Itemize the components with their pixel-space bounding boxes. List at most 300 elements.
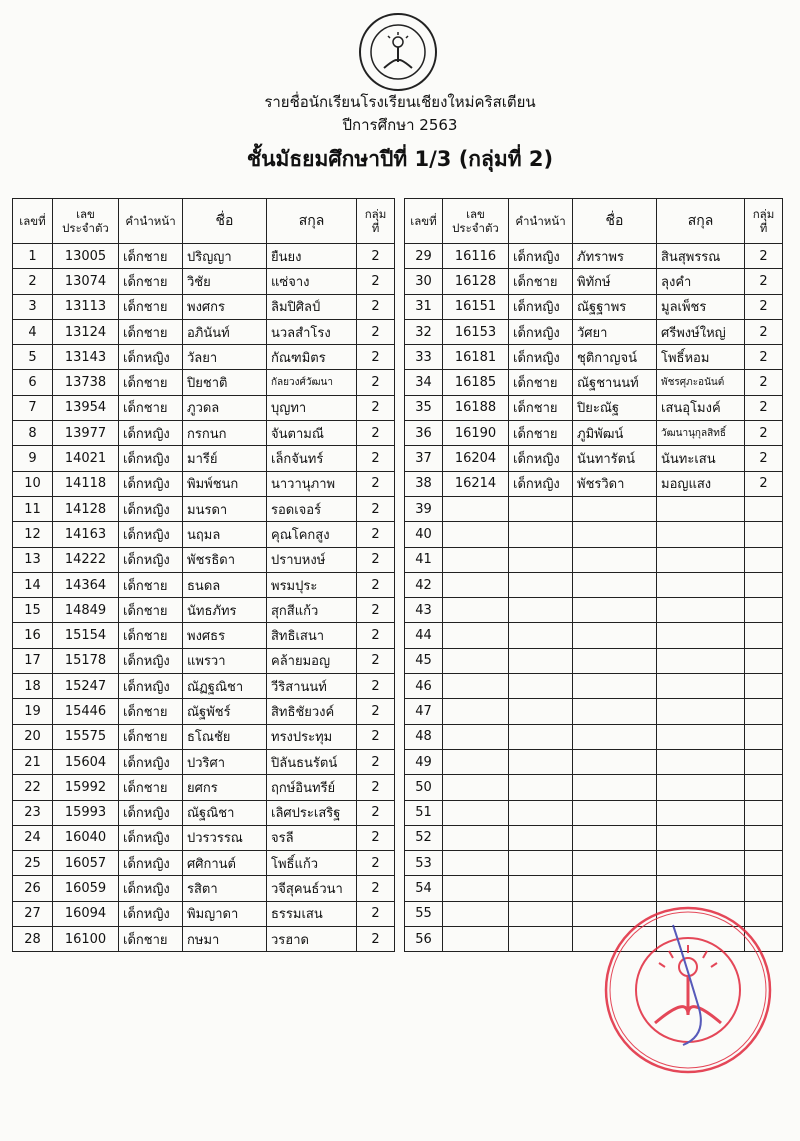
cell-no: 14 bbox=[13, 572, 53, 597]
cell-no: 21 bbox=[13, 749, 53, 774]
cell-no: 31 bbox=[405, 294, 443, 319]
table-row bbox=[405, 269, 783, 294]
cell-prefix bbox=[509, 496, 573, 521]
cell-group: 2 bbox=[357, 825, 395, 850]
cell-prefix: เด็กชาย bbox=[509, 421, 573, 446]
cell-surname bbox=[657, 572, 745, 597]
table-row bbox=[405, 421, 783, 446]
cell-name bbox=[573, 598, 657, 623]
col-name: ชื่อ bbox=[183, 199, 267, 244]
cell-name: มารีย์ bbox=[183, 446, 267, 471]
cell-no: 49 bbox=[405, 749, 443, 774]
cell-prefix bbox=[509, 825, 573, 850]
cell-prefix: เด็กชาย bbox=[119, 244, 183, 269]
col-no: เลขที่ bbox=[13, 199, 53, 244]
cell-group: 2 bbox=[357, 800, 395, 825]
cell-group bbox=[745, 749, 783, 774]
cell-id bbox=[443, 775, 509, 800]
cell-no: 3 bbox=[13, 294, 53, 319]
cell-group bbox=[745, 800, 783, 825]
cell-no: 2 bbox=[13, 269, 53, 294]
cell-no: 6 bbox=[13, 370, 53, 395]
cell-surname: บุญทา bbox=[267, 395, 357, 420]
cell-no: 23 bbox=[13, 800, 53, 825]
cell-no: 7 bbox=[13, 395, 53, 420]
cell-group: 2 bbox=[745, 421, 783, 446]
cell-id: 16151 bbox=[443, 294, 509, 319]
cell-no: 13 bbox=[13, 547, 53, 572]
cell-group: 2 bbox=[357, 749, 395, 774]
cell-name: พัชรธิดา bbox=[183, 547, 267, 572]
table-row bbox=[13, 876, 395, 901]
cell-name bbox=[573, 699, 657, 724]
cell-prefix: เด็กหญิง bbox=[119, 471, 183, 496]
cell-no: 39 bbox=[405, 496, 443, 521]
cell-id bbox=[443, 825, 509, 850]
cell-surname: พัชรศุภะอนันต์ bbox=[657, 370, 745, 395]
cell-id: 15247 bbox=[53, 674, 119, 699]
cell-surname: วัฒนานุกุลสิทธิ์ bbox=[657, 421, 745, 446]
cell-id bbox=[443, 598, 509, 623]
cell-group: 2 bbox=[357, 547, 395, 572]
cell-surname bbox=[657, 547, 745, 572]
cell-id: 15604 bbox=[53, 749, 119, 774]
table-row bbox=[405, 749, 783, 774]
cell-prefix: เด็กหญิง bbox=[119, 547, 183, 572]
cell-prefix bbox=[509, 674, 573, 699]
table-row bbox=[405, 522, 783, 547]
cell-id: 16188 bbox=[443, 395, 509, 420]
table-row bbox=[405, 572, 783, 597]
cell-id bbox=[443, 623, 509, 648]
cell-id: 16153 bbox=[443, 319, 509, 344]
cell-group bbox=[745, 674, 783, 699]
cell-group bbox=[745, 496, 783, 521]
cell-id: 15446 bbox=[53, 699, 119, 724]
cell-id: 13143 bbox=[53, 345, 119, 370]
table-row bbox=[405, 319, 783, 344]
school-title: รายชื่อนักเรียนโรงเรียนเชียงใหม่คริสเตียน bbox=[264, 93, 536, 111]
cell-prefix: เด็กชาย bbox=[119, 927, 183, 952]
table-header-row bbox=[405, 199, 783, 244]
table-row bbox=[405, 244, 783, 269]
school-seal-stamp bbox=[603, 905, 773, 1075]
cell-id: 16059 bbox=[53, 876, 119, 901]
cell-group: 2 bbox=[357, 572, 395, 597]
cell-surname: โพธิ์แก้ว bbox=[267, 851, 357, 876]
cell-id: 14021 bbox=[53, 446, 119, 471]
col-name: ชื่อ bbox=[573, 199, 657, 244]
cell-no: 10 bbox=[13, 471, 53, 496]
cell-id: 14118 bbox=[53, 471, 119, 496]
cell-group: 2 bbox=[357, 876, 395, 901]
cell-id: 13954 bbox=[53, 395, 119, 420]
class-title: ชั้นมัธยมศึกษาปีที่ 1/3 (กลุ่มที่ 2) bbox=[246, 147, 554, 171]
cell-name: ชุติกาญจน์ bbox=[573, 345, 657, 370]
cell-group: 2 bbox=[745, 395, 783, 420]
cell-group: 2 bbox=[745, 244, 783, 269]
cell-group: 2 bbox=[357, 699, 395, 724]
table-row bbox=[13, 522, 395, 547]
table-row bbox=[405, 876, 783, 901]
cell-no: 37 bbox=[405, 446, 443, 471]
cell-prefix: เด็กหญิง bbox=[119, 421, 183, 446]
cell-prefix: เด็กชาย bbox=[119, 370, 183, 395]
cell-no: 47 bbox=[405, 699, 443, 724]
cell-name bbox=[573, 876, 657, 901]
table-row bbox=[405, 724, 783, 749]
cell-group: 2 bbox=[357, 421, 395, 446]
cell-group: 2 bbox=[357, 345, 395, 370]
table-row bbox=[13, 496, 395, 521]
table-header-row bbox=[13, 199, 395, 244]
cell-prefix bbox=[509, 749, 573, 774]
cell-no: 35 bbox=[405, 395, 443, 420]
cell-prefix bbox=[509, 547, 573, 572]
cell-surname: มูลเพ็ชร bbox=[657, 294, 745, 319]
cell-no: 11 bbox=[13, 496, 53, 521]
cell-prefix: เด็กชาย bbox=[119, 724, 183, 749]
cell-id: 15993 bbox=[53, 800, 119, 825]
cell-name: ปริญญา bbox=[183, 244, 267, 269]
cell-id: 14364 bbox=[53, 572, 119, 597]
table-row bbox=[405, 825, 783, 850]
cell-prefix: เด็กชาย bbox=[509, 269, 573, 294]
cell-prefix: เด็กหญิง bbox=[119, 648, 183, 673]
table-row bbox=[405, 294, 783, 319]
table-row bbox=[405, 496, 783, 521]
cell-prefix: เด็กหญิง bbox=[119, 851, 183, 876]
cell-group: 2 bbox=[745, 345, 783, 370]
table-row bbox=[13, 699, 395, 724]
table-row bbox=[405, 699, 783, 724]
table-row bbox=[13, 269, 395, 294]
cell-no: 32 bbox=[405, 319, 443, 344]
cell-surname: วจีสุคนธ์วนา bbox=[267, 876, 357, 901]
academic-year: ปีการศึกษา 2563 bbox=[342, 116, 458, 134]
cell-id bbox=[443, 876, 509, 901]
cell-surname bbox=[657, 876, 745, 901]
cell-name: ธนดล bbox=[183, 572, 267, 597]
student-table-left bbox=[12, 198, 395, 952]
cell-name bbox=[573, 547, 657, 572]
cell-group: 2 bbox=[745, 269, 783, 294]
cell-id: 16128 bbox=[443, 269, 509, 294]
cell-no: 1 bbox=[13, 244, 53, 269]
cell-surname bbox=[657, 775, 745, 800]
cell-group: 2 bbox=[357, 244, 395, 269]
cell-surname: จรลี bbox=[267, 825, 357, 850]
cell-prefix: เด็กหญิง bbox=[119, 901, 183, 926]
cell-prefix bbox=[509, 927, 573, 952]
cell-prefix: เด็กชาย bbox=[509, 370, 573, 395]
cell-group bbox=[745, 522, 783, 547]
cell-surname: ลุงคำ bbox=[657, 269, 745, 294]
cell-name bbox=[573, 674, 657, 699]
cell-no: 18 bbox=[13, 674, 53, 699]
cell-id: 14163 bbox=[53, 522, 119, 547]
cell-prefix bbox=[509, 876, 573, 901]
student-table-right bbox=[404, 198, 783, 952]
cell-group: 2 bbox=[357, 395, 395, 420]
cell-id: 16181 bbox=[443, 345, 509, 370]
cell-no: 34 bbox=[405, 370, 443, 395]
table-row bbox=[405, 345, 783, 370]
cell-group: 2 bbox=[357, 294, 395, 319]
cell-no: 51 bbox=[405, 800, 443, 825]
cell-name: อภินันท์ bbox=[183, 319, 267, 344]
cell-no: 46 bbox=[405, 674, 443, 699]
cell-id bbox=[443, 927, 509, 952]
cell-no: 55 bbox=[405, 901, 443, 926]
cell-id: 15992 bbox=[53, 775, 119, 800]
cell-surname bbox=[657, 522, 745, 547]
cell-group: 2 bbox=[357, 446, 395, 471]
table-row bbox=[13, 294, 395, 319]
cell-name: ภัทราพร bbox=[573, 244, 657, 269]
cell-no: 52 bbox=[405, 825, 443, 850]
cell-prefix: เด็กหญิง bbox=[509, 319, 573, 344]
cell-prefix: เด็กหญิง bbox=[119, 876, 183, 901]
cell-group: 2 bbox=[357, 851, 395, 876]
cell-name: นัทธภัทร bbox=[183, 598, 267, 623]
cell-prefix: เด็กหญิง bbox=[119, 749, 183, 774]
cell-surname bbox=[657, 598, 745, 623]
cell-name bbox=[573, 775, 657, 800]
cell-group: 2 bbox=[357, 319, 395, 344]
cell-group: 2 bbox=[357, 724, 395, 749]
cell-name: ณัฐณิชา bbox=[183, 800, 267, 825]
col-id: เลข ประจำตัว bbox=[443, 199, 509, 244]
cell-group: 2 bbox=[357, 522, 395, 547]
cell-surname: นาวานุภาพ bbox=[267, 471, 357, 496]
cell-surname bbox=[657, 825, 745, 850]
cell-surname: ธรรมเสน bbox=[267, 901, 357, 926]
cell-prefix bbox=[509, 623, 573, 648]
cell-surname: คุณโคกสูง bbox=[267, 522, 357, 547]
cell-no: 16 bbox=[13, 623, 53, 648]
table-row bbox=[13, 319, 395, 344]
cell-no: 50 bbox=[405, 775, 443, 800]
table-row bbox=[13, 598, 395, 623]
cell-surname: กัลยวงศ์วัฒนา bbox=[267, 370, 357, 395]
cell-no: 38 bbox=[405, 471, 443, 496]
cell-name bbox=[573, 851, 657, 876]
cell-surname bbox=[657, 496, 745, 521]
cell-surname: แซ่จาง bbox=[267, 269, 357, 294]
cell-group bbox=[745, 825, 783, 850]
cell-prefix bbox=[509, 901, 573, 926]
table-row bbox=[13, 244, 395, 269]
cell-name: ณัฐพัชร์ bbox=[183, 699, 267, 724]
cell-name: ศศิกานต์ bbox=[183, 851, 267, 876]
table-row bbox=[13, 800, 395, 825]
cell-surname: เสนอุโมงค์ bbox=[657, 395, 745, 420]
cell-name: ณัฐชานนท์ bbox=[573, 370, 657, 395]
col-prefix: คำนำหน้า bbox=[119, 199, 183, 244]
cell-id: 13738 bbox=[53, 370, 119, 395]
cell-id: 16040 bbox=[53, 825, 119, 850]
cell-id: 13074 bbox=[53, 269, 119, 294]
cell-prefix: เด็กหญิง bbox=[509, 471, 573, 496]
cell-id: 16214 bbox=[443, 471, 509, 496]
cell-no: 8 bbox=[13, 421, 53, 446]
cell-group bbox=[745, 598, 783, 623]
cell-group bbox=[745, 876, 783, 901]
cell-id bbox=[443, 496, 509, 521]
cell-id: 13124 bbox=[53, 319, 119, 344]
cell-prefix: เด็กหญิง bbox=[509, 244, 573, 269]
cell-group: 2 bbox=[357, 471, 395, 496]
table-row bbox=[13, 749, 395, 774]
cell-no: 20 bbox=[13, 724, 53, 749]
cell-name: ปิยชาติ bbox=[183, 370, 267, 395]
table-row bbox=[405, 547, 783, 572]
cell-id: 14222 bbox=[53, 547, 119, 572]
cell-group: 2 bbox=[357, 901, 395, 926]
cell-id: 16094 bbox=[53, 901, 119, 926]
cell-no: 33 bbox=[405, 345, 443, 370]
cell-id bbox=[443, 522, 509, 547]
cell-no: 28 bbox=[13, 927, 53, 952]
cell-name: พงศธร bbox=[183, 623, 267, 648]
cell-name: วัลยา bbox=[183, 345, 267, 370]
cell-prefix: เด็กหญิง bbox=[119, 674, 183, 699]
cell-surname: ลิมปิศิลป์ bbox=[267, 294, 357, 319]
cell-name: พงศกร bbox=[183, 294, 267, 319]
cell-id bbox=[443, 901, 509, 926]
cell-group: 2 bbox=[357, 927, 395, 952]
table-row bbox=[405, 446, 783, 471]
cell-name: กรกนก bbox=[183, 421, 267, 446]
cell-surname bbox=[657, 800, 745, 825]
cell-prefix: เด็กหญิง bbox=[119, 446, 183, 471]
table-row bbox=[13, 648, 395, 673]
cell-group: 2 bbox=[357, 674, 395, 699]
cell-name: ภูวดล bbox=[183, 395, 267, 420]
cell-no: 29 bbox=[405, 244, 443, 269]
cell-name bbox=[573, 648, 657, 673]
col-group: กลุ่ม ที่ bbox=[357, 199, 395, 244]
cell-surname: จันตามณี bbox=[267, 421, 357, 446]
cell-id: 16204 bbox=[443, 446, 509, 471]
cell-surname: เลิศประเสริฐ bbox=[267, 800, 357, 825]
table-row bbox=[405, 674, 783, 699]
cell-surname bbox=[657, 623, 745, 648]
cell-surname: วรฮาด bbox=[267, 927, 357, 952]
cell-prefix: เด็กหญิง bbox=[119, 345, 183, 370]
cell-group bbox=[745, 851, 783, 876]
cell-surname: ศรีพงษ์ใหญ่ bbox=[657, 319, 745, 344]
cell-id: 13005 bbox=[53, 244, 119, 269]
cell-name: ปวริศา bbox=[183, 749, 267, 774]
cell-group: 2 bbox=[357, 370, 395, 395]
cell-id: 16190 bbox=[443, 421, 509, 446]
cell-group bbox=[745, 572, 783, 597]
school-logo bbox=[358, 12, 438, 92]
cell-name: วิชัย bbox=[183, 269, 267, 294]
cell-name: พัชรวิดา bbox=[573, 471, 657, 496]
cell-name: แพรวา bbox=[183, 648, 267, 673]
cell-group: 2 bbox=[357, 269, 395, 294]
cell-prefix: เด็กชาย bbox=[119, 699, 183, 724]
cell-group: 2 bbox=[357, 623, 395, 648]
table-row bbox=[13, 825, 395, 850]
cell-no: 24 bbox=[13, 825, 53, 850]
cell-no: 9 bbox=[13, 446, 53, 471]
cell-group: 2 bbox=[357, 496, 395, 521]
cell-surname: ปิลันธนรัตน์ bbox=[267, 749, 357, 774]
col-surname: สกุล bbox=[267, 199, 357, 244]
table-row bbox=[405, 800, 783, 825]
cell-surname: ปราบหงษ์ bbox=[267, 547, 357, 572]
cell-name bbox=[573, 572, 657, 597]
cell-group: 2 bbox=[357, 648, 395, 673]
cell-id bbox=[443, 800, 509, 825]
cell-no: 19 bbox=[13, 699, 53, 724]
cell-prefix: เด็กชาย bbox=[119, 294, 183, 319]
cell-id: 16057 bbox=[53, 851, 119, 876]
cell-name: นันทารัตน์ bbox=[573, 446, 657, 471]
cell-id bbox=[443, 724, 509, 749]
table-row bbox=[405, 370, 783, 395]
cell-id bbox=[443, 572, 509, 597]
cell-id: 16185 bbox=[443, 370, 509, 395]
cell-prefix: เด็กหญิง bbox=[509, 345, 573, 370]
cell-surname bbox=[657, 749, 745, 774]
cell-prefix: เด็กชาย bbox=[119, 395, 183, 420]
table-row bbox=[13, 421, 395, 446]
cell-id bbox=[443, 648, 509, 673]
cell-surname bbox=[657, 851, 745, 876]
cell-name bbox=[573, 749, 657, 774]
cell-name: รสิตา bbox=[183, 876, 267, 901]
cell-group bbox=[745, 547, 783, 572]
cell-id: 13977 bbox=[53, 421, 119, 446]
cell-no: 22 bbox=[13, 775, 53, 800]
table-row bbox=[405, 648, 783, 673]
cell-prefix bbox=[509, 598, 573, 623]
cell-surname bbox=[657, 648, 745, 673]
cell-surname: ทรงประทุม bbox=[267, 724, 357, 749]
cell-no: 25 bbox=[13, 851, 53, 876]
cell-name: วัศยา bbox=[573, 319, 657, 344]
cell-id: 14849 bbox=[53, 598, 119, 623]
cell-prefix: เด็กหญิง bbox=[119, 496, 183, 521]
cell-prefix bbox=[509, 522, 573, 547]
cell-id bbox=[443, 749, 509, 774]
cell-prefix: เด็กชาย bbox=[119, 598, 183, 623]
cell-name: พิมญาดา bbox=[183, 901, 267, 926]
cell-prefix bbox=[509, 648, 573, 673]
cell-group bbox=[745, 623, 783, 648]
cell-id: 16100 bbox=[53, 927, 119, 952]
cell-no: 54 bbox=[405, 876, 443, 901]
cell-group bbox=[745, 775, 783, 800]
cell-no: 36 bbox=[405, 421, 443, 446]
table-row bbox=[13, 775, 395, 800]
cell-surname: ยืนยง bbox=[267, 244, 357, 269]
table-row bbox=[13, 446, 395, 471]
cell-surname: รอดเจอร์ bbox=[267, 496, 357, 521]
cell-prefix bbox=[509, 572, 573, 597]
cell-group: 2 bbox=[745, 294, 783, 319]
table-row bbox=[13, 345, 395, 370]
cell-no: 41 bbox=[405, 547, 443, 572]
cell-name: ยศกร bbox=[183, 775, 267, 800]
cell-surname: กัณฑมิตร bbox=[267, 345, 357, 370]
cell-no: 42 bbox=[405, 572, 443, 597]
